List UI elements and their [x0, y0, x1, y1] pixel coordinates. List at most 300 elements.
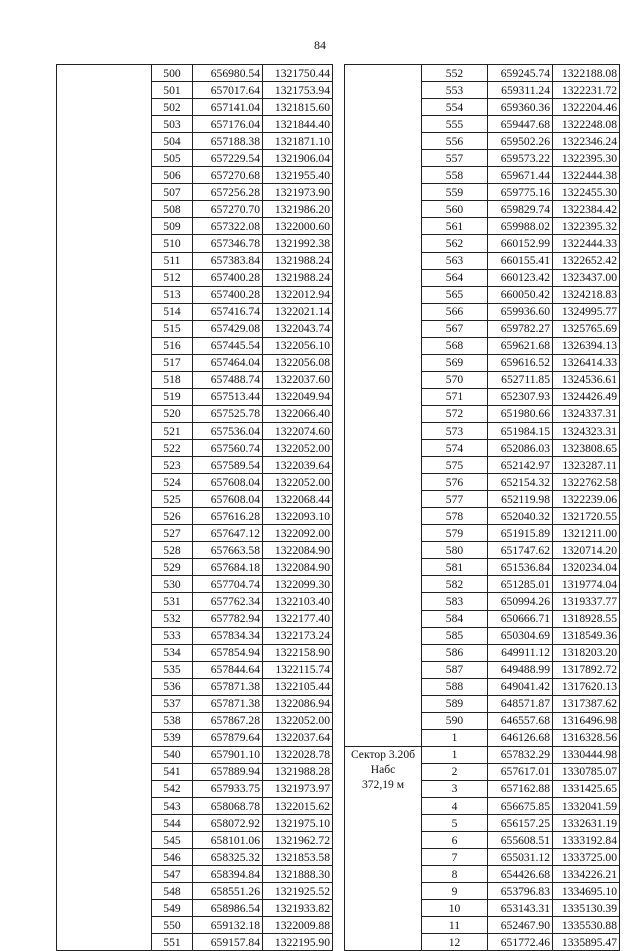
coordinate-x: 659671.44	[488, 167, 553, 184]
coordinate-x: 646126.68	[488, 729, 553, 746]
coordinate-x: 657871.38	[193, 695, 263, 712]
coordinate-x: 657141.04	[193, 99, 263, 116]
coordinate-x: 660155.41	[488, 252, 553, 269]
point-number: 5	[422, 815, 488, 832]
coordinate-x: 651772.46	[488, 934, 553, 951]
point-number: 505	[152, 150, 193, 167]
point-number: 510	[152, 235, 193, 252]
coordinate-x: 657647.12	[193, 525, 263, 542]
point-number: 585	[422, 627, 488, 644]
point-number: 501	[152, 82, 193, 99]
point-number: 525	[152, 491, 193, 508]
point-number: 512	[152, 269, 193, 286]
coordinate-x: 649488.99	[488, 661, 553, 678]
coordinate-x: 657879.64	[193, 729, 263, 746]
point-number: 589	[422, 695, 488, 712]
coordinate-x: 657589.54	[193, 457, 263, 474]
coordinate-x: 651747.62	[488, 542, 553, 559]
point-number: 504	[152, 133, 193, 150]
coordinate-x: 657536.04	[193, 422, 263, 439]
coordinate-x: 657346.78	[193, 235, 263, 252]
coordinate-y: 1322084.90	[263, 542, 333, 559]
coordinate-x: 652119.98	[488, 491, 553, 508]
coordinate-y: 1322037.60	[263, 371, 333, 388]
coordinate-y: 1321986.20	[263, 201, 333, 218]
coordinate-y: 1322043.74	[263, 320, 333, 337]
coordinate-y: 1322105.44	[263, 678, 333, 695]
coordinate-y: 1322384.42	[553, 201, 620, 218]
coordinate-x: 656157.25	[488, 815, 553, 832]
coordinate-y: 1322762.58	[553, 474, 620, 491]
coordinate-x: 649911.12	[488, 644, 553, 661]
coordinate-x: 659775.16	[488, 184, 553, 201]
coordinate-y: 1318549.36	[553, 627, 620, 644]
point-number: 559	[422, 184, 488, 201]
coordinate-y: 1322084.90	[263, 559, 333, 576]
point-number: 583	[422, 593, 488, 610]
coordinate-x: 659829.74	[488, 201, 553, 218]
point-number: 535	[152, 661, 193, 678]
point-number: 565	[422, 286, 488, 303]
point-number: 511	[152, 252, 193, 269]
coordinate-x: 657229.54	[193, 150, 263, 167]
coordinate-y: 1317387.62	[553, 695, 620, 712]
coordinate-y: 1322015.62	[263, 798, 333, 815]
coordinate-x: 655031.12	[488, 849, 553, 866]
point-number: 522	[152, 440, 193, 457]
coordinate-x: 657188.38	[193, 133, 263, 150]
point-number: 536	[152, 678, 193, 695]
point-number: 556	[422, 133, 488, 150]
coordinate-y: 1334226.21	[553, 866, 620, 883]
coordinate-x: 657513.44	[193, 388, 263, 405]
coordinate-y: 1335530.88	[553, 917, 620, 934]
coordinate-y: 1321750.44	[263, 65, 333, 82]
point-number: 564	[422, 269, 488, 286]
point-number: 509	[152, 218, 193, 235]
point-number: 530	[152, 576, 193, 593]
coordinate-x: 657429.08	[193, 320, 263, 337]
coordinate-y: 1321753.94	[263, 82, 333, 99]
coordinate-y: 1322074.60	[263, 422, 333, 439]
point-number: 575	[422, 457, 488, 474]
coordinate-y: 1321988.24	[263, 269, 333, 286]
coordinate-x: 658986.54	[193, 900, 263, 917]
coordinate-y: 1322066.40	[263, 405, 333, 422]
coordinate-x: 657854.94	[193, 644, 263, 661]
point-number: 587	[422, 661, 488, 678]
coordinate-y: 1324218.83	[553, 286, 620, 303]
coordinate-y: 1322444.38	[553, 167, 620, 184]
point-number: 524	[152, 474, 193, 491]
coordinate-x: 656675.85	[488, 798, 553, 815]
coordinate-x: 657933.75	[193, 780, 263, 797]
point-number: 1	[422, 746, 488, 763]
point-number: 507	[152, 184, 193, 201]
coordinate-x: 657663.58	[193, 542, 263, 559]
coordinate-x: 659988.02	[488, 218, 553, 235]
sector-name: Сектор 3.20б	[350, 747, 416, 761]
left-coordinates-table	[56, 64, 333, 951]
point-number: 563	[422, 252, 488, 269]
coordinate-y: 1321992.38	[263, 235, 333, 252]
point-number: 517	[152, 354, 193, 371]
coordinate-x: 659132.18	[193, 917, 263, 934]
point-number: 554	[422, 99, 488, 116]
point-number: 542	[152, 780, 193, 797]
coordinate-y: 1317892.72	[553, 661, 620, 678]
coordinate-y: 1322158.90	[263, 644, 333, 661]
coordinate-y: 1321962.72	[263, 832, 333, 849]
coordinate-y: 1322037.64	[263, 729, 333, 746]
point-number: 544	[152, 815, 193, 832]
coordinate-y: 1317620.13	[553, 678, 620, 695]
coordinate-x: 657445.54	[193, 337, 263, 354]
coordinate-y: 1319774.04	[553, 576, 620, 593]
sector-label: Набс	[370, 762, 396, 776]
coordinate-x: 651915.89	[488, 525, 553, 542]
coordinate-y: 1332041.59	[553, 798, 620, 815]
point-number: 10	[422, 900, 488, 917]
coordinate-y: 1322239.06	[553, 491, 620, 508]
coordinate-y: 1324536.61	[553, 371, 620, 388]
coordinate-x: 657176.04	[193, 116, 263, 133]
point-number: 537	[152, 695, 193, 712]
coordinate-x: 659936.60	[488, 303, 553, 320]
coordinate-y: 1322103.40	[263, 593, 333, 610]
point-number: 2	[422, 763, 488, 780]
coordinate-x: 653796.83	[488, 883, 553, 900]
coordinate-x: 657608.04	[193, 474, 263, 491]
point-number: 500	[152, 65, 193, 82]
coordinate-x: 657616.28	[193, 508, 263, 525]
coordinate-x: 657762.34	[193, 593, 263, 610]
coordinate-y: 1322052.00	[263, 474, 333, 491]
coordinate-y: 1322086.94	[263, 695, 333, 712]
coordinate-y: 1318928.55	[553, 610, 620, 627]
coordinate-y: 1321933.82	[263, 900, 333, 917]
coordinate-x: 657901.10	[193, 746, 263, 763]
coordinate-x: 651984.15	[488, 422, 553, 439]
coordinate-y: 1322056.08	[263, 354, 333, 371]
coordinate-x: 659502.26	[488, 133, 553, 150]
point-number: 515	[152, 320, 193, 337]
coordinate-y: 1322444.33	[553, 235, 620, 252]
coordinate-y: 1322028.78	[263, 746, 333, 763]
coordinate-x: 658068.78	[193, 798, 263, 815]
point-number: 561	[422, 218, 488, 235]
coordinate-y: 1326414.33	[553, 354, 620, 371]
coordinate-y: 1316496.98	[553, 712, 620, 729]
region-cell	[345, 65, 422, 747]
coordinate-y: 1320234.04	[553, 559, 620, 576]
point-number: 529	[152, 559, 193, 576]
coordinate-y: 1322052.00	[263, 440, 333, 457]
coordinate-y: 1322009.88	[263, 917, 333, 934]
coordinate-y: 1326394.13	[553, 337, 620, 354]
coordinate-x: 658394.84	[193, 866, 263, 883]
point-number: 571	[422, 388, 488, 405]
coordinate-x: 657322.08	[193, 218, 263, 235]
coordinate-x: 657834.34	[193, 627, 263, 644]
point-number: 527	[152, 525, 193, 542]
coordinate-x: 660123.42	[488, 269, 553, 286]
coordinate-y: 1321720.55	[553, 508, 620, 525]
coordinate-x: 657256.28	[193, 184, 263, 201]
coordinate-y: 1321975.10	[263, 815, 333, 832]
coordinate-x: 657608.04	[193, 491, 263, 508]
coordinate-y: 1325765.69	[553, 320, 620, 337]
coordinate-x: 652142.97	[488, 457, 553, 474]
coordinate-y: 1333725.00	[553, 849, 620, 866]
coordinate-x: 657400.28	[193, 269, 263, 286]
coordinate-x: 649041.42	[488, 678, 553, 695]
coordinate-y: 1321906.04	[263, 150, 333, 167]
point-number: 6	[422, 832, 488, 849]
point-number: 9	[422, 883, 488, 900]
point-number: 534	[152, 644, 193, 661]
point-number: 580	[422, 542, 488, 559]
coordinate-x: 659573.22	[488, 150, 553, 167]
point-number: 545	[152, 832, 193, 849]
point-number: 552	[422, 65, 488, 82]
coordinate-y: 1316328.56	[553, 729, 620, 746]
coordinate-y: 1321925.52	[263, 883, 333, 900]
point-number: 578	[422, 508, 488, 525]
coordinate-y: 1323287.11	[553, 457, 620, 474]
coordinate-x: 657889.94	[193, 763, 263, 780]
coordinate-y: 1324337.31	[553, 405, 620, 422]
coordinate-y: 1322052.00	[263, 712, 333, 729]
coordinate-x: 657270.68	[193, 167, 263, 184]
coordinate-y: 1320714.20	[553, 542, 620, 559]
point-number: 513	[152, 286, 193, 303]
coordinate-x: 658072.92	[193, 815, 263, 832]
coordinate-x: 659245.74	[488, 65, 553, 82]
coordinate-x: 648571.87	[488, 695, 553, 712]
coordinate-x: 657400.28	[193, 286, 263, 303]
coordinate-y: 1322099.30	[263, 576, 333, 593]
point-number: 548	[152, 883, 193, 900]
coordinate-y: 1322012.94	[263, 286, 333, 303]
coordinate-x: 657464.04	[193, 354, 263, 371]
coordinate-x: 659782.27	[488, 320, 553, 337]
coordinate-x: 657844.64	[193, 661, 263, 678]
coordinate-y: 1322115.74	[263, 661, 333, 678]
coordinate-x: 652040.32	[488, 508, 553, 525]
point-number: 516	[152, 337, 193, 354]
coordinate-x: 650666.71	[488, 610, 553, 627]
coordinate-x: 659447.68	[488, 116, 553, 133]
coordinate-y: 1330444.98	[553, 746, 620, 763]
coordinate-y: 1324995.77	[553, 303, 620, 320]
coordinate-x: 657867.28	[193, 712, 263, 729]
coordinate-y: 1330785.07	[553, 763, 620, 780]
point-number: 549	[152, 900, 193, 917]
coordinate-x: 659621.68	[488, 337, 553, 354]
point-number: 4	[422, 798, 488, 815]
point-number: 532	[152, 610, 193, 627]
point-number: 8	[422, 866, 488, 883]
table-row	[345, 746, 620, 763]
coordinate-x: 652086.03	[488, 440, 553, 457]
point-number: 503	[152, 116, 193, 133]
point-number: 588	[422, 678, 488, 695]
table-row	[57, 65, 333, 82]
coordinate-y: 1322346.24	[553, 133, 620, 150]
coordinate-x: 650304.69	[488, 627, 553, 644]
coordinate-x: 659311.24	[488, 82, 553, 99]
coordinate-y: 1321888.30	[263, 866, 333, 883]
point-number: 502	[152, 99, 193, 116]
coordinate-y: 1333192.84	[553, 832, 620, 849]
coordinate-x: 651980.66	[488, 405, 553, 422]
coordinate-x: 657488.74	[193, 371, 263, 388]
coordinate-y: 1322177.40	[263, 610, 333, 627]
point-number: 547	[152, 866, 193, 883]
coordinate-x: 658551.26	[193, 883, 263, 900]
point-number: 557	[422, 150, 488, 167]
point-number: 572	[422, 405, 488, 422]
coordinate-y: 1321844.40	[263, 116, 333, 133]
coordinate-y: 1322039.64	[263, 457, 333, 474]
point-number: 543	[152, 798, 193, 815]
point-number: 573	[422, 422, 488, 439]
coordinate-x: 659157.84	[193, 934, 263, 951]
coordinate-y: 1335130.39	[553, 900, 620, 917]
coordinate-y: 1322092.00	[263, 525, 333, 542]
coordinate-y: 1331425.65	[553, 780, 620, 797]
coordinate-x: 657704.74	[193, 576, 263, 593]
coordinate-y: 1335895.47	[553, 934, 620, 951]
coordinate-x: 660050.42	[488, 286, 553, 303]
coordinate-x: 651285.01	[488, 576, 553, 593]
sector-area: 372,19 м	[361, 777, 405, 791]
coordinate-x: 646557.68	[488, 712, 553, 729]
coordinate-x: 657560.74	[193, 440, 263, 457]
coordinate-y: 1322093.10	[263, 508, 333, 525]
point-number: 526	[152, 508, 193, 525]
coordinate-x: 657782.94	[193, 610, 263, 627]
coordinate-x: 652154.32	[488, 474, 553, 491]
coordinate-y: 1322173.24	[263, 627, 333, 644]
coordinate-y: 1322248.08	[553, 116, 620, 133]
point-number: 550	[152, 917, 193, 934]
coordinate-y: 1319337.77	[553, 593, 620, 610]
point-number: 518	[152, 371, 193, 388]
coordinate-y: 1322395.30	[553, 150, 620, 167]
coordinate-y: 1322056.10	[263, 337, 333, 354]
coordinate-y: 1322068.44	[263, 491, 333, 508]
point-number: 519	[152, 388, 193, 405]
coordinate-y: 1322204.46	[553, 99, 620, 116]
coordinate-y: 1322049.94	[263, 388, 333, 405]
point-number: 546	[152, 849, 193, 866]
coordinate-x: 657270.70	[193, 201, 263, 218]
coordinate-y: 1321871.10	[263, 133, 333, 150]
coordinate-y: 1324323.31	[553, 422, 620, 439]
coordinate-y: 1321853.58	[263, 849, 333, 866]
coordinate-y: 1321988.28	[263, 763, 333, 780]
table-row	[345, 65, 620, 82]
coordinate-y: 1324426.49	[553, 388, 620, 405]
point-number: 584	[422, 610, 488, 627]
sector-cell	[345, 746, 422, 951]
coordinate-x: 657162.88	[488, 780, 553, 797]
coordinate-y: 1332631.19	[553, 815, 620, 832]
coordinate-y: 1322455.30	[553, 184, 620, 201]
point-number: 570	[422, 371, 488, 388]
coordinate-y: 1321211.00	[553, 525, 620, 542]
coordinate-y: 1322195.90	[263, 934, 333, 951]
point-number: 508	[152, 201, 193, 218]
coordinate-x: 657383.84	[193, 252, 263, 269]
point-number: 11	[422, 917, 488, 934]
coordinate-y: 1321973.90	[263, 184, 333, 201]
coordinate-y: 1322021.14	[263, 303, 333, 320]
point-number: 533	[152, 627, 193, 644]
point-number: 569	[422, 354, 488, 371]
point-number: 521	[152, 422, 193, 439]
point-number: 531	[152, 593, 193, 610]
coordinate-x: 657871.38	[193, 678, 263, 695]
coordinate-y: 1318203.20	[553, 644, 620, 661]
coordinate-y: 1322395.32	[553, 218, 620, 235]
point-number: 1	[422, 729, 488, 746]
coordinate-x: 657832.29	[488, 746, 553, 763]
coordinate-x: 657525.78	[193, 405, 263, 422]
point-number: 514	[152, 303, 193, 320]
point-number: 562	[422, 235, 488, 252]
coordinate-x: 653143.31	[488, 900, 553, 917]
point-number: 577	[422, 491, 488, 508]
point-number: 567	[422, 320, 488, 337]
coordinate-x: 659360.36	[488, 99, 553, 116]
point-number: 553	[422, 82, 488, 99]
point-number: 590	[422, 712, 488, 729]
coordinate-y: 1322231.72	[553, 82, 620, 99]
point-number: 7	[422, 849, 488, 866]
coordinate-y: 1323808.65	[553, 440, 620, 457]
point-number: 574	[422, 440, 488, 457]
point-number: 586	[422, 644, 488, 661]
region-cell	[57, 65, 152, 951]
point-number: 541	[152, 763, 193, 780]
point-number: 520	[152, 405, 193, 422]
coordinate-x: 657416.74	[193, 303, 263, 320]
coordinate-y: 1321988.24	[263, 252, 333, 269]
coordinate-x: 659616.52	[488, 354, 553, 371]
right-coordinates-table	[344, 64, 620, 951]
coordinate-x: 657617.01	[488, 763, 553, 780]
point-number: 568	[422, 337, 488, 354]
point-number: 523	[152, 457, 193, 474]
coordinate-x: 657017.64	[193, 82, 263, 99]
point-number: 540	[152, 746, 193, 763]
point-number: 3	[422, 780, 488, 797]
coordinate-y: 1322000.60	[263, 218, 333, 235]
coordinate-x: 656980.54	[193, 65, 263, 82]
coordinate-y: 1321955.40	[263, 167, 333, 184]
coordinate-x: 654426.68	[488, 866, 553, 883]
point-number: 576	[422, 474, 488, 491]
point-number: 558	[422, 167, 488, 184]
point-number: 506	[152, 167, 193, 184]
point-number: 551	[152, 934, 193, 951]
coordinate-x: 658325.32	[193, 849, 263, 866]
coordinate-x: 651536.84	[488, 559, 553, 576]
coordinate-x: 657684.18	[193, 559, 263, 576]
